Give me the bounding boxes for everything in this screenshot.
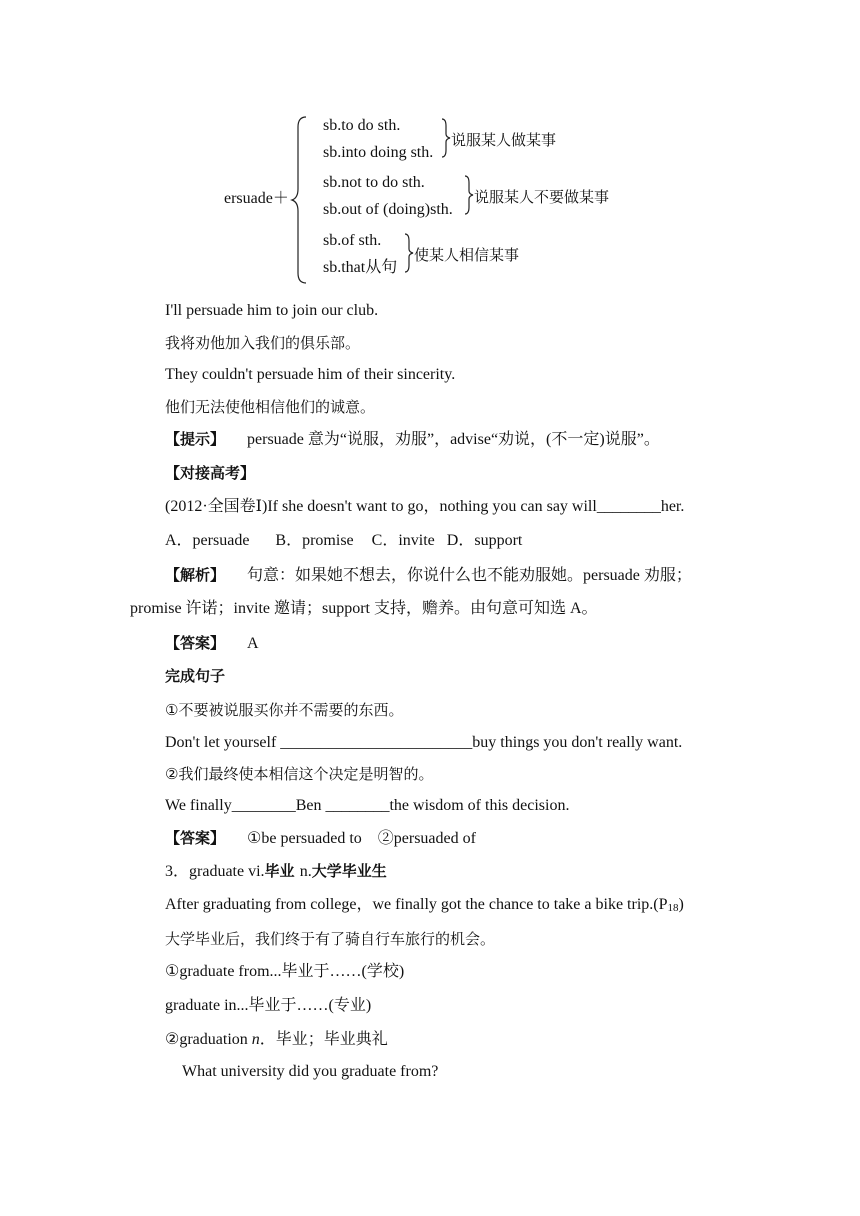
group3-right-brace [404,233,414,273]
analysis-label: 【解析】 [165,566,226,584]
exam-answer-value: A [247,635,259,652]
group2-right-brace [464,175,474,215]
group2-line2: sb.out of (doing)sth. [323,201,453,218]
analysis-line2: promise 许诺；invite 邀请；support 支持，赡养。由句意可知选 A。 [130,600,598,617]
example2-en: They couldn't persuade him of their sincerity. [165,366,456,383]
analysis-line1: 句意：如果她不想去，你说什么也不能劝服她。persuade 劝服； [247,567,692,584]
graduate-word: graduate vi. [189,863,265,880]
group2-meaning: 说服某人不要做某事 [474,188,610,206]
graduate-example-page: 18 [667,902,679,914]
exam-question-text: If she doesn't want to go，nothing you can say will________her. [267,498,685,515]
option-b: B．promise [275,532,354,549]
analysis-row1 [165,565,692,586]
graduate-example-en [165,895,684,915]
graduate-question: What university did you graduate from? [182,1063,439,1080]
graduate-phrase3-post: ．毕业；毕业典礼 [259,1031,388,1048]
group3-meaning: 使某人相信某事 [414,246,520,264]
graduate-pos2: n. [299,863,312,880]
example2-cn: 他们无法使他相信他们的诚意。 [165,398,376,416]
option-d: D．support [446,532,523,549]
exam-answer-row [165,633,259,654]
complete-q1-cn: ①不要被说服买你并不需要的东西。 [165,701,404,719]
group1-line2: sb.into doing sth. [323,144,434,161]
graduate-phrase2: graduate in...毕业于……(专业) [165,997,372,1014]
tip-label: 【提示】 [165,430,226,448]
group3-line2: sb.that从句 [323,259,398,276]
exam-question-source: (2012·全国卷Ⅰ) [165,498,268,515]
graduate-example-text: After graduating from college，we finally got the chance to take a bike trip.(P [165,896,668,913]
group1-right-brace [441,118,451,158]
complete-heading: 完成句子 [165,667,226,685]
complete-q2-en: We finally________Ben ________the wisdom of this decision. [165,797,570,814]
tip-text: persuade 意为“说服，劝服”，advise“劝说，(不一定)说服”。 [247,431,660,448]
diagram-root: ersuade＋ [224,190,289,207]
exam-heading: 【对接高考】 [165,464,256,482]
complete-q1-en: Don't let yourself ________________________buy things you don't really want. [165,734,683,751]
exam-question [165,497,684,517]
graduate-phrase3-pre: ②graduation [165,1031,252,1048]
graduate-heading [165,861,387,882]
exam-options [165,531,522,551]
graduate-cn1: 毕业 [264,862,300,880]
complete-q2-cn: ②我们最终使本相信这个决定是明智的。 [165,765,434,783]
complete-answer-value: ①be persuaded to ②persuaded of [247,830,476,847]
complete-answer-label: 【答案】 [165,829,226,847]
graduate-phrase3 [165,1030,388,1050]
graduate-example-cn: 大学毕业后，我们终于有了骑自行车旅行的机会。 [165,930,496,948]
group3-line1: sb.of sth. [323,232,382,249]
example1-cn: 我将劝他加入我们的俱乐部。 [165,334,361,352]
graduate-phrase3-pos: n [251,1031,260,1048]
graduate-cn2: 大学毕业生 [311,862,387,880]
tip-row [165,429,660,450]
option-c: C．invite [371,532,435,549]
graduate-example-close: ) [678,896,684,913]
group2-line1: sb.not to do sth. [323,174,425,191]
option-a: A．persuade [165,532,250,549]
group1-line1: sb.to do sth. [323,117,401,134]
complete-answer-row [165,828,476,849]
group1-meaning: 说服某人做某事 [451,131,557,149]
exam-answer-label: 【答案】 [165,634,226,652]
graduate-phrase1: ①graduate from...毕业于……(学校) [165,963,405,980]
large-left-brace [290,115,310,285]
example1-en: I'll persuade him to join our club. [165,302,379,319]
graduate-number: 3． [165,863,190,880]
